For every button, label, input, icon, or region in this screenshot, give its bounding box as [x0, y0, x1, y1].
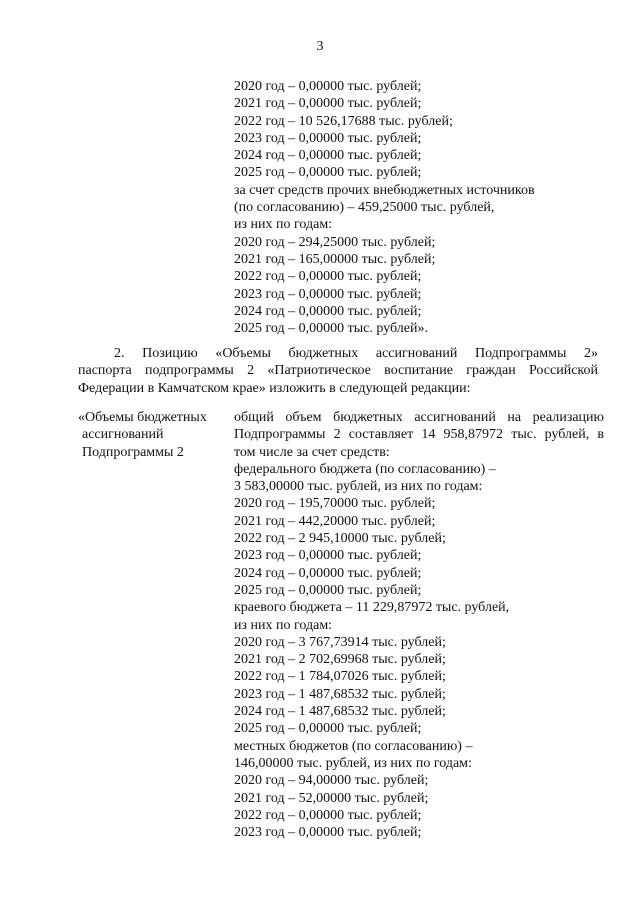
- text-line: 2020 год – 294,25000 тыс. рублей;: [234, 234, 436, 250]
- text-line: (по согласованию) – 459,25000 тыс. рублей,: [234, 200, 495, 216]
- text-line: за счет средств прочих внебюджетных источников: [234, 182, 535, 198]
- text-line: 2021 год – 0,00000 тыс. рублей;: [234, 96, 422, 112]
- page-number: 3: [316, 39, 324, 54]
- text-line: 2025 год – 0,00000 тыс. рублей;: [234, 165, 422, 181]
- label-line: «Объемы бюджетных: [78, 410, 207, 425]
- label-line: ассигнований: [82, 427, 164, 443]
- value-line: 2021 год – 52,00000 тыс. рублей;: [234, 790, 429, 806]
- value-line: 2021 год – 442,20000 тыс. рублей;: [234, 513, 436, 529]
- paragraph-line: 2. Позицию «Объемы бюджетных ассигнований Подпрограммы 2»: [114, 346, 598, 361]
- value-line: краевого бюджета – 11 229,87972 тыс. рублей,: [234, 600, 510, 616]
- value-line: 2023 год – 1 487,68532 тыс. рублей;: [234, 686, 446, 702]
- value-line: из них по годам:: [234, 617, 333, 633]
- value-line: 2022 год – 0,00000 тыс. рублей;: [234, 807, 422, 823]
- table-value-column: [234, 409, 604, 841]
- table-label-column: [78, 409, 228, 461]
- value-line: 2020 год – 94,00000 тыс. рублей;: [234, 773, 429, 789]
- text-line: 2020 год – 0,00000 тыс. рублей;: [234, 79, 422, 94]
- value-line: 2024 год – 0,00000 тыс. рублей;: [234, 565, 422, 581]
- text-line: 2022 год – 10 526,17688 тыс. рублей;: [234, 113, 453, 129]
- value-line: местных бюджетов (по согласованию) –: [234, 738, 473, 754]
- value-line: 2022 год – 1 784,07026 тыс. рублей;: [234, 669, 446, 685]
- text-line: 2024 год – 0,00000 тыс. рублей;: [234, 148, 422, 164]
- text-line: 2023 год – 0,00000 тыс. рублей;: [234, 130, 422, 146]
- value-line: 2023 год – 0,00000 тыс. рублей;: [234, 825, 422, 841]
- text-line: 2025 год – 0,00000 тыс. рублей».: [234, 321, 428, 337]
- text-line: 2023 год – 0,00000 тыс. рублей;: [234, 286, 422, 302]
- value-line: 2020 год – 195,70000 тыс. рублей;: [234, 496, 436, 512]
- value-line: 146,00000 тыс. рублей, из них по годам:: [234, 755, 472, 771]
- paragraph-line: Федерации в Камчатском крае» изложить в следующей редакции:: [78, 380, 471, 396]
- paragraph-line: паспорта подпрограммы 2 «Патриотическое воспитание граждан Российской: [78, 363, 598, 379]
- value-line: 2020 год – 3 767,73914 тыс. рублей;: [234, 634, 446, 650]
- value-line: 2022 год – 2 945,10000 тыс. рублей;: [234, 531, 446, 547]
- text-line: 2021 год – 165,00000 тыс. рублей;: [234, 251, 436, 267]
- value-line: 2025 год – 0,00000 тыс. рублей;: [234, 582, 422, 598]
- value-line: 2021 год – 2 702,69968 тыс. рублей;: [234, 652, 446, 668]
- top-funding-block: [234, 78, 594, 337]
- value-line: Подпрограммы 2 составляет 14 958,87972 тыс. рублей, в: [234, 427, 604, 443]
- value-line: общий объем бюджетных ассигнований на реализацию: [234, 410, 604, 425]
- value-line: 2024 год – 1 487,68532 тыс. рублей;: [234, 704, 446, 720]
- amendment-paragraph: [78, 345, 598, 397]
- value-line: 3 583,00000 тыс. рублей, из них по годам:: [234, 479, 483, 495]
- text-line: из них по годам:: [234, 217, 333, 233]
- value-line: 2023 год – 0,00000 тыс. рублей;: [234, 548, 422, 564]
- text-line: 2024 год – 0,00000 тыс. рублей;: [234, 303, 422, 319]
- text-line: 2022 год – 0,00000 тыс. рублей;: [234, 269, 422, 285]
- value-line: 2025 год – 0,00000 тыс. рублей;: [234, 721, 422, 737]
- value-line: том числе за счет средств:: [234, 444, 390, 460]
- label-line: Подпрограммы 2: [82, 444, 184, 460]
- value-line: федерального бюджета (по согласованию) –: [234, 461, 496, 477]
